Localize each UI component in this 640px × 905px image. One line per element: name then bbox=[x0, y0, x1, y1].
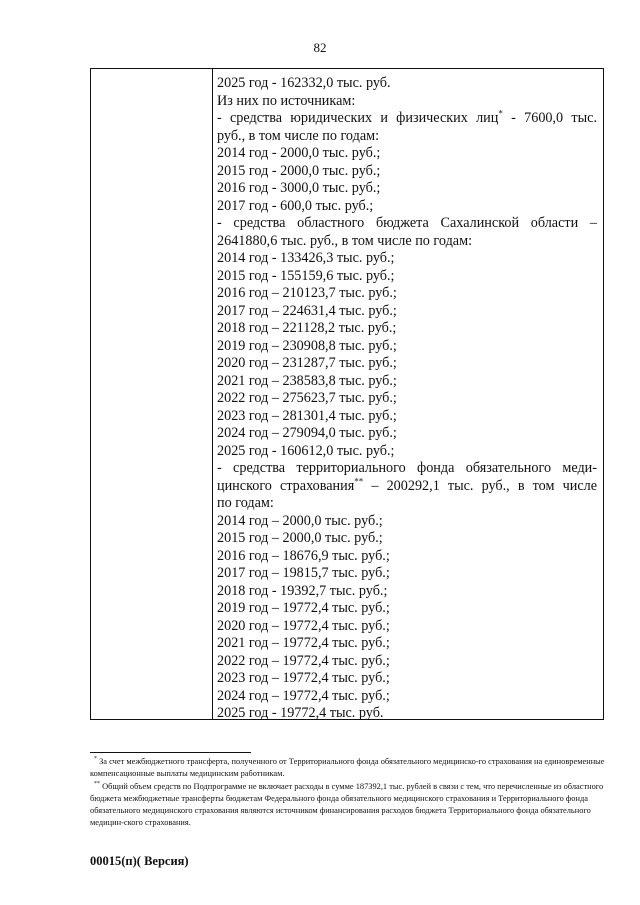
footnote-marker: * bbox=[94, 756, 97, 763]
text-line: 2017 год – 224631,4 тыс. руб.; bbox=[217, 302, 397, 319]
text-line: 2025 год - 160612,0 тыс. руб.; bbox=[217, 442, 395, 459]
text-line: 2015 год – 2000,0 тыс. руб.; bbox=[217, 530, 383, 546]
text-line: 2015 год - 2000,0 тыс. руб.; bbox=[217, 162, 381, 179]
footnote-marker: ** bbox=[354, 475, 364, 486]
text-line: 2021 год – 238583,8 тыс. руб.; bbox=[217, 372, 397, 389]
text-line: 2014 год - 2000,0 тыс. руб.; bbox=[217, 145, 381, 161]
text-line: 2023 год – 19772,4 тыс. руб.; bbox=[217, 670, 390, 686]
text-line: - средства территориального фонда обязательного меди- bbox=[217, 460, 597, 476]
text-line: 2014 год - 133426,3 тыс. руб.; bbox=[217, 250, 395, 266]
text-line: 2023 год – 281301,4 тыс. руб.; bbox=[217, 407, 397, 424]
text-fragment: - 7600,0 тыс. bbox=[511, 110, 597, 126]
text-line: 2019 год – 230908,8 тыс. руб.; bbox=[217, 337, 397, 354]
text-fragment: цинского страхования bbox=[217, 477, 355, 494]
text-line: 2016 год – 210123,7 тыс. руб.; bbox=[217, 285, 397, 301]
footnote-marker: ** bbox=[94, 780, 100, 787]
text-line: 2024 год – 279094,0 тыс. руб.; bbox=[217, 425, 397, 441]
text-line: 2022 год – 19772,4 тыс. руб.; bbox=[217, 652, 390, 669]
footnote-text: Общий объем средств по Подпрограмме не включает расходы в сумме 187392,1 тыс. рублей в связи с тем, что перечисленные из областного бюджета межбюджетные трансферты бюджетам Федерального фонда обязательного медицинского страхования и Территориального фонда обязательного медицинского страхования являются источником финансирования расходов бюджета Территориального фонда обязательного медицин-ского страхования. bbox=[90, 781, 604, 828]
text-line: 2641880,6 тыс. руб., в том числе по годам: bbox=[217, 232, 473, 249]
text-line: 2015 год - 155159,6 тыс. руб.; bbox=[217, 267, 395, 284]
text-line: 2018 год – 221128,2 тыс. руб.; bbox=[217, 320, 397, 336]
version-label: 00015(п)( Версия) bbox=[90, 854, 189, 868]
text-line: 2020 год – 19772,4 тыс. руб.; bbox=[217, 617, 390, 634]
footnote-text: За счет межбюджетного трансферта, полученного от Территориального фонда обязательного медицинско-го страхования на единовременные компенсационные выплаты медицинским работникам. bbox=[90, 757, 605, 779]
text-line: 2020 год – 231287,7 тыс. руб.; bbox=[217, 355, 397, 371]
text-line: - средства областного бюджета Сахалинской области – bbox=[217, 215, 597, 231]
text-line: 2014 год – 2000,0 тыс. руб.; bbox=[217, 512, 383, 529]
column-divider bbox=[212, 69, 213, 719]
text-line: 2025 год - 19772,4 тыс. руб. bbox=[217, 705, 384, 721]
text-line: 2016 год - 3000,0 тыс. руб.; bbox=[217, 180, 381, 196]
text-line: 2024 год – 19772,4 тыс. руб.; bbox=[217, 687, 390, 704]
footnotes bbox=[90, 756, 605, 830]
text-line: 2025 год - 162332,0 тыс. руб. bbox=[217, 75, 391, 91]
page-number: 82 bbox=[313, 40, 327, 55]
legal-persons-line bbox=[217, 110, 597, 128]
text-line: Из них по источникам: bbox=[217, 92, 356, 109]
text-line: по годам: bbox=[217, 495, 274, 511]
tfoms-line bbox=[217, 475, 597, 496]
text-line: 2019 год – 19772,4 тыс. руб.; bbox=[217, 600, 390, 616]
text-line: 2022 год – 275623,7 тыс. руб.; bbox=[217, 390, 397, 406]
text-line: руб., в том числе по годам: bbox=[217, 127, 380, 144]
text-fragment: - средства юридических и физических лиц bbox=[217, 110, 499, 126]
text-line: 2017 год – 19815,7 тыс. руб.; bbox=[217, 565, 390, 581]
footnote-2 bbox=[90, 781, 605, 830]
text-line: 2021 год – 19772,4 тыс. руб.; bbox=[217, 635, 390, 651]
footnote-1 bbox=[90, 756, 605, 781]
funding-table bbox=[90, 68, 604, 720]
footnote-marker: * bbox=[498, 108, 503, 119]
text-line: 2016 год – 18676,9 тыс. руб.; bbox=[217, 547, 390, 564]
funding-content bbox=[217, 75, 597, 723]
text-line: 2017 год - 600,0 тыс. руб.; bbox=[217, 197, 374, 214]
text-fragment: – 200292,1 тыс. руб., в том числе bbox=[371, 477, 597, 494]
footnote-separator bbox=[90, 752, 251, 753]
text-line: 2018 год - 19392,7 тыс. руб.; bbox=[217, 582, 388, 599]
